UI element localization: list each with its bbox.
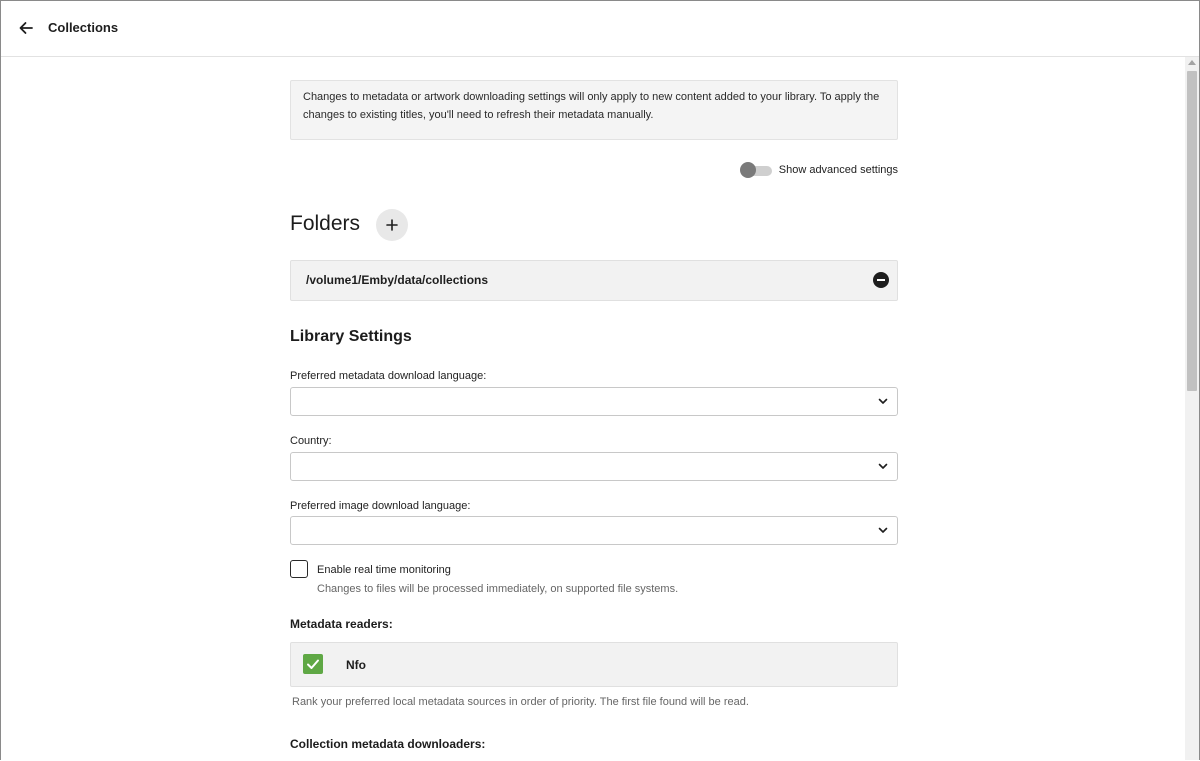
reader-name: Nfo <box>346 658 366 672</box>
scroll-up-arrow-icon[interactable] <box>1188 60 1196 65</box>
folders-heading: Folders <box>290 212 361 235</box>
collection-downloaders-heading: Collection metadata downloaders: <box>290 737 486 751</box>
chevron-down-icon <box>877 395 889 407</box>
image-language-label: Preferred image download language: <box>290 500 471 512</box>
metadata-readers-help: Rank your preferred local metadata sources in order of priority. The first file found will be read. <box>292 696 749 708</box>
image-language-select[interactable] <box>290 516 898 545</box>
advanced-settings-row <box>740 163 898 177</box>
library-settings-heading: Library Settings <box>290 328 412 345</box>
minus-circle-icon[interactable] <box>873 272 889 288</box>
realtime-monitoring-description: Changes to files will be processed immediately, on supported file systems. <box>317 583 679 595</box>
chevron-down-icon <box>877 460 889 472</box>
realtime-monitoring-label: Enable real time monitoring <box>317 564 451 576</box>
toggle-knob <box>740 162 756 178</box>
metadata-readers-heading: Metadata readers: <box>290 617 393 631</box>
arrow-left-icon <box>18 20 34 36</box>
vertical-scrollbar[interactable] <box>1185 57 1199 760</box>
page-title: Collections <box>48 20 119 35</box>
country-label: Country: <box>290 435 332 447</box>
realtime-monitoring-checkbox[interactable] <box>290 560 308 578</box>
advanced-settings-label: Show advanced settings <box>778 164 898 176</box>
add-folder-button[interactable] <box>376 209 408 241</box>
advanced-settings-toggle[interactable] <box>740 163 772 177</box>
metadata-language-select[interactable] <box>290 387 898 416</box>
metadata-language-label: Preferred metadata download language: <box>290 370 487 382</box>
top-bar <box>1 1 1199 57</box>
folder-path: /volume1/Emby/data/collections <box>306 273 489 287</box>
check-icon <box>303 654 323 674</box>
chevron-down-icon <box>877 524 889 536</box>
reader-enabled-checkbox[interactable] <box>303 654 323 674</box>
country-select[interactable] <box>290 452 898 481</box>
back-button[interactable] <box>11 13 41 43</box>
metadata-reader-item[interactable] <box>290 642 898 687</box>
plus-icon <box>386 219 398 231</box>
folder-item[interactable] <box>290 260 898 301</box>
metadata-notice: Changes to metadata or artwork downloading settings will only apply to new content added to your library. To apply the changes to existing titles, you'll need to refresh their metadata manually. <box>290 80 898 140</box>
scroll-thumb[interactable] <box>1187 71 1197 391</box>
